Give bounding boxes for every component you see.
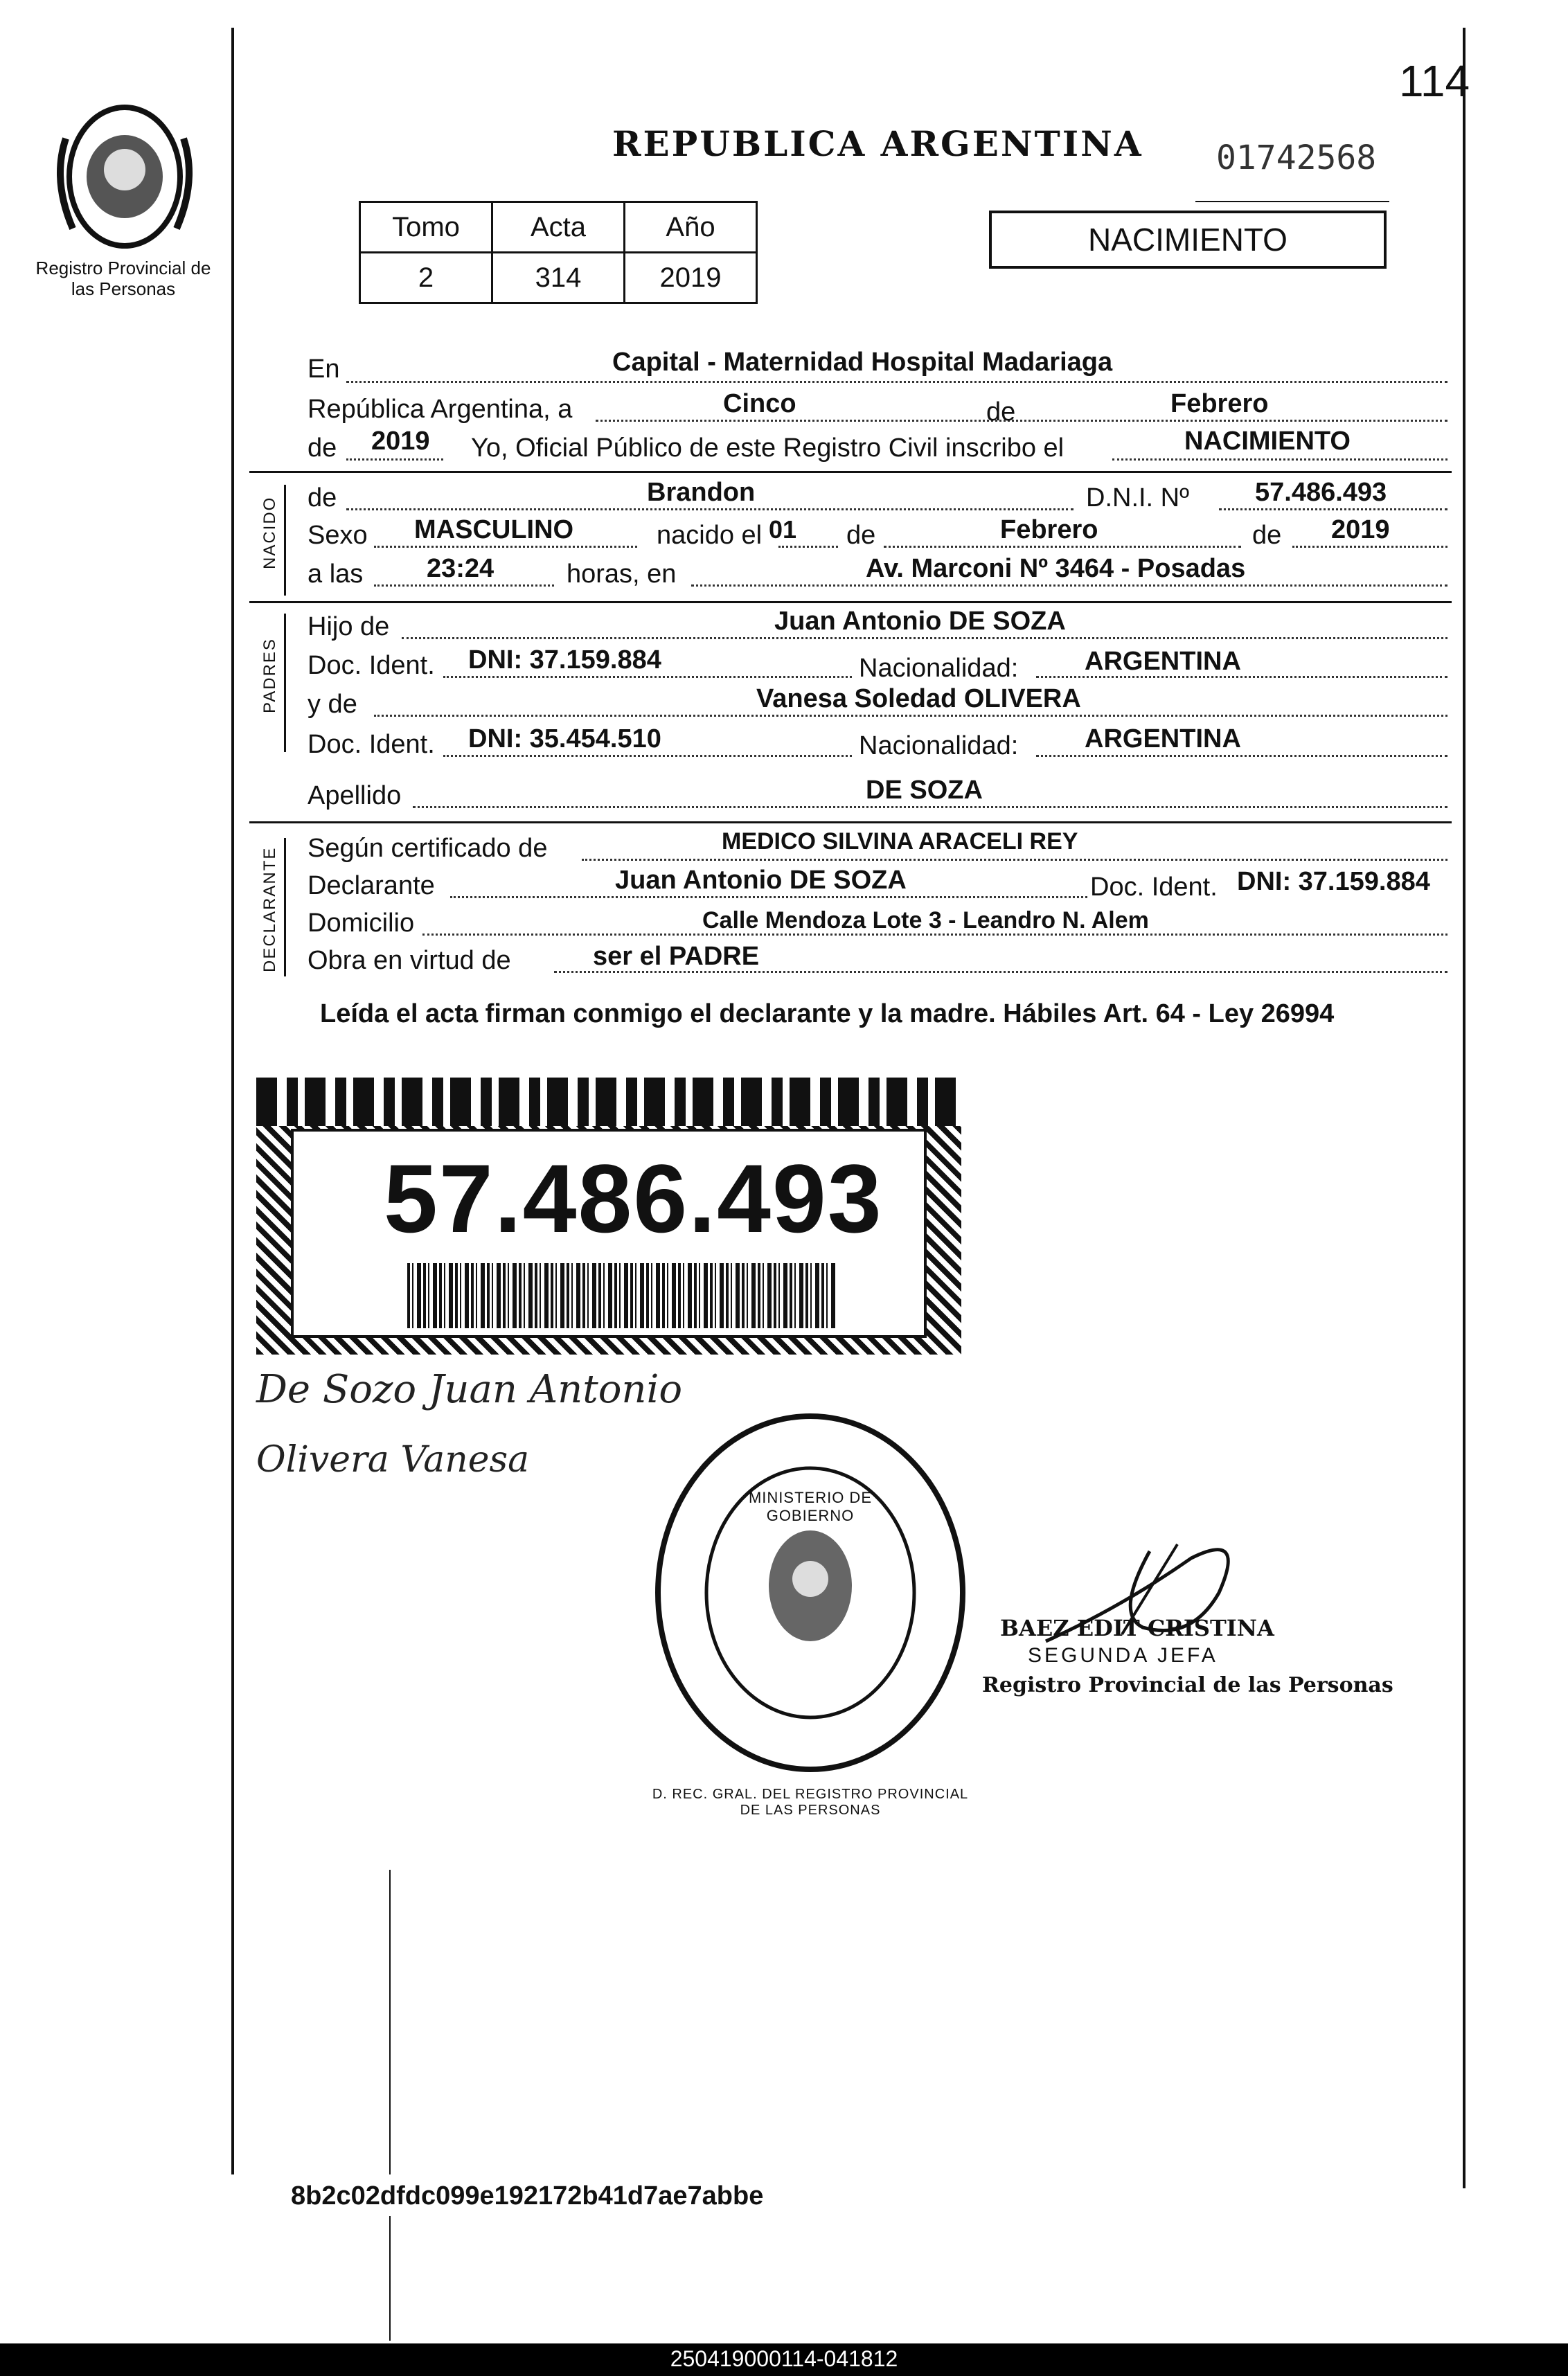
dots bbox=[1112, 458, 1447, 461]
nacido-el-label: nacido el bbox=[657, 521, 763, 550]
province-logo bbox=[52, 97, 197, 256]
dots bbox=[443, 676, 852, 678]
footer-code: 250419000114-041812 bbox=[670, 2346, 898, 2371]
dots bbox=[346, 508, 1073, 510]
declarante-doc-label: Doc. Ident. bbox=[1090, 873, 1218, 902]
dots bbox=[1219, 508, 1447, 510]
right-border bbox=[1463, 28, 1465, 2188]
official-seal bbox=[644, 1406, 977, 1780]
nacido-bar bbox=[284, 485, 286, 596]
anio-header: Año bbox=[625, 202, 757, 253]
day-value: Cinco bbox=[723, 389, 796, 418]
y-de-label: y de bbox=[308, 690, 357, 719]
domicilio-label: Domicilio bbox=[308, 909, 415, 938]
mother-doc: DNI: 35.454.510 bbox=[468, 724, 661, 753]
sticker-band bbox=[256, 1078, 961, 1126]
father-doc: DNI: 37.159.884 bbox=[468, 645, 661, 675]
dots bbox=[1036, 755, 1447, 757]
apellido-value: DE SOZA bbox=[866, 776, 983, 805]
signer-title: SEGUNDA JEFA bbox=[1028, 1644, 1218, 1667]
a-las-label: a las bbox=[308, 560, 364, 589]
sticker-panel bbox=[291, 1129, 927, 1338]
nacionalidad-label: Nacionalidad: bbox=[859, 654, 1019, 683]
nacionalidad-label-2: Nacionalidad: bbox=[859, 731, 1019, 760]
mother-doc-label: Doc. Ident. bbox=[308, 730, 435, 759]
signer-name: BAEZ EDIT CRISTINA bbox=[1000, 1615, 1274, 1641]
declarante-value: Juan Antonio DE SOZA bbox=[615, 866, 907, 895]
divider bbox=[249, 471, 1452, 473]
dots bbox=[1292, 546, 1447, 548]
logo-caption: Registro Provincial de las Personas bbox=[35, 258, 211, 299]
serial-underline bbox=[1195, 201, 1389, 202]
serial-number: 01742568 bbox=[1216, 139, 1377, 177]
padres-section-label: PADRES bbox=[260, 638, 279, 713]
page-number: 114 bbox=[1399, 56, 1470, 106]
de-label-2: de bbox=[846, 521, 876, 550]
dots bbox=[596, 420, 1447, 422]
act-type-box: NACIMIENTO bbox=[989, 211, 1387, 269]
tomo-value: 2 bbox=[360, 253, 492, 303]
divider bbox=[249, 821, 1452, 823]
dots bbox=[374, 715, 1447, 717]
signer-office: Registro Provincial de las Personas bbox=[982, 1673, 1393, 1697]
document-hash: 8b2c02dfdc099e192172b41d7ae7abbe bbox=[291, 2181, 764, 2210]
footer-bar bbox=[0, 2343, 1568, 2376]
dots bbox=[450, 896, 1087, 898]
declarante-section-label: DECLARANTE bbox=[260, 846, 279, 972]
dots bbox=[691, 584, 1447, 587]
seal-ring-text: D. REC. GRAL. DEL REGISTRO PROVINCIAL DE LAS PERSONAS bbox=[652, 1787, 969, 1818]
republica-label: República Argentina, a bbox=[308, 395, 573, 424]
dots bbox=[346, 381, 1447, 383]
en-label: En bbox=[308, 355, 340, 384]
nacido-de-label: de bbox=[308, 483, 337, 512]
de-label: de bbox=[986, 398, 1016, 427]
sexo-value: MASCULINO bbox=[414, 515, 574, 544]
apellido-label: Apellido bbox=[308, 781, 402, 810]
dots bbox=[778, 546, 838, 548]
mother-name: Vanesa Soledad OLIVERA bbox=[756, 684, 1081, 713]
child-dni: 57.486.493 bbox=[1255, 478, 1387, 507]
birth-month: Febrero bbox=[1000, 515, 1098, 544]
obra-label: Obra en virtud de bbox=[308, 946, 511, 975]
sticker-number: 57.486.493 bbox=[384, 1144, 883, 1253]
declarante-doc: DNI: 37.159.884 bbox=[1237, 867, 1430, 896]
birth-address: Av. Marconi Nº 3464 - Posadas bbox=[866, 554, 1246, 583]
dots bbox=[413, 806, 1447, 808]
margin-tick bbox=[389, 1870, 391, 2174]
month-value: Febrero bbox=[1170, 389, 1269, 418]
father-name: Juan Antonio DE SOZA bbox=[774, 607, 1066, 636]
anio-value: 2019 bbox=[625, 253, 757, 303]
closing-text: Leída el acta firman conmigo el declarante y la madre. Hábiles Art. 64 - Ley 26994 bbox=[320, 999, 1335, 1028]
child-name: Brandon bbox=[647, 478, 756, 507]
birth-time: 23:24 bbox=[427, 554, 495, 583]
certificado-value: MEDICO SILVINA ARACELI REY bbox=[722, 828, 1078, 855]
sexo-label: Sexo bbox=[308, 521, 368, 550]
dots bbox=[374, 584, 554, 587]
acta-value: 314 bbox=[492, 253, 625, 303]
nacido-section-label: NACIDO bbox=[260, 496, 279, 569]
year-value: 2019 bbox=[371, 427, 430, 456]
dots bbox=[582, 859, 1447, 861]
obra-value: ser el PADRE bbox=[593, 942, 760, 971]
country-title: REPUBLICA ARGENTINA bbox=[612, 123, 1143, 164]
padres-bar bbox=[284, 614, 286, 752]
handwritten-mother-signature: Olivera Vanesa bbox=[256, 1439, 530, 1481]
place-value: Capital - Maternidad Hospital Madariaga bbox=[612, 348, 1113, 377]
left-border bbox=[231, 28, 234, 2174]
dots bbox=[402, 637, 1447, 639]
divider bbox=[249, 601, 1452, 603]
barcode bbox=[407, 1263, 837, 1328]
hijo-label: Hijo de bbox=[308, 612, 390, 641]
year-label: de bbox=[308, 434, 337, 463]
birth-day: 01 bbox=[769, 515, 797, 544]
declarante-bar bbox=[284, 838, 286, 976]
dni-label: D.N.I. Nº bbox=[1086, 483, 1189, 512]
handwritten-father-signature: De Sozo Juan Antonio bbox=[256, 1367, 683, 1412]
act-value: NACIMIENTO bbox=[1184, 427, 1351, 456]
father-nationality: ARGENTINA bbox=[1085, 647, 1241, 676]
tomo-header: Tomo bbox=[360, 202, 492, 253]
seal-inner-text: MINISTERIO DE GOBIERNO bbox=[748, 1489, 872, 1524]
birth-year: 2019 bbox=[1331, 515, 1390, 544]
certificado-label: Según certificado de bbox=[308, 834, 548, 863]
dots bbox=[884, 546, 1241, 548]
volume-table bbox=[359, 201, 758, 304]
declarante-label: Declarante bbox=[308, 871, 435, 900]
dni-sticker bbox=[256, 1078, 961, 1355]
dots bbox=[443, 755, 852, 757]
father-doc-label: Doc. Ident. bbox=[308, 651, 435, 680]
domicilio-value: Calle Mendoza Lote 3 - Leandro N. Alem bbox=[702, 907, 1149, 934]
de-label-3: de bbox=[1252, 521, 1282, 550]
dots bbox=[346, 458, 443, 461]
dots bbox=[374, 546, 637, 548]
officer-text: Yo, Oficial Público de este Registro Civil inscribo el bbox=[471, 434, 1064, 463]
mother-nationality: ARGENTINA bbox=[1085, 724, 1241, 753]
horas-label: horas, en bbox=[567, 560, 677, 589]
margin-tick bbox=[389, 2216, 391, 2341]
acta-header: Acta bbox=[492, 202, 625, 253]
